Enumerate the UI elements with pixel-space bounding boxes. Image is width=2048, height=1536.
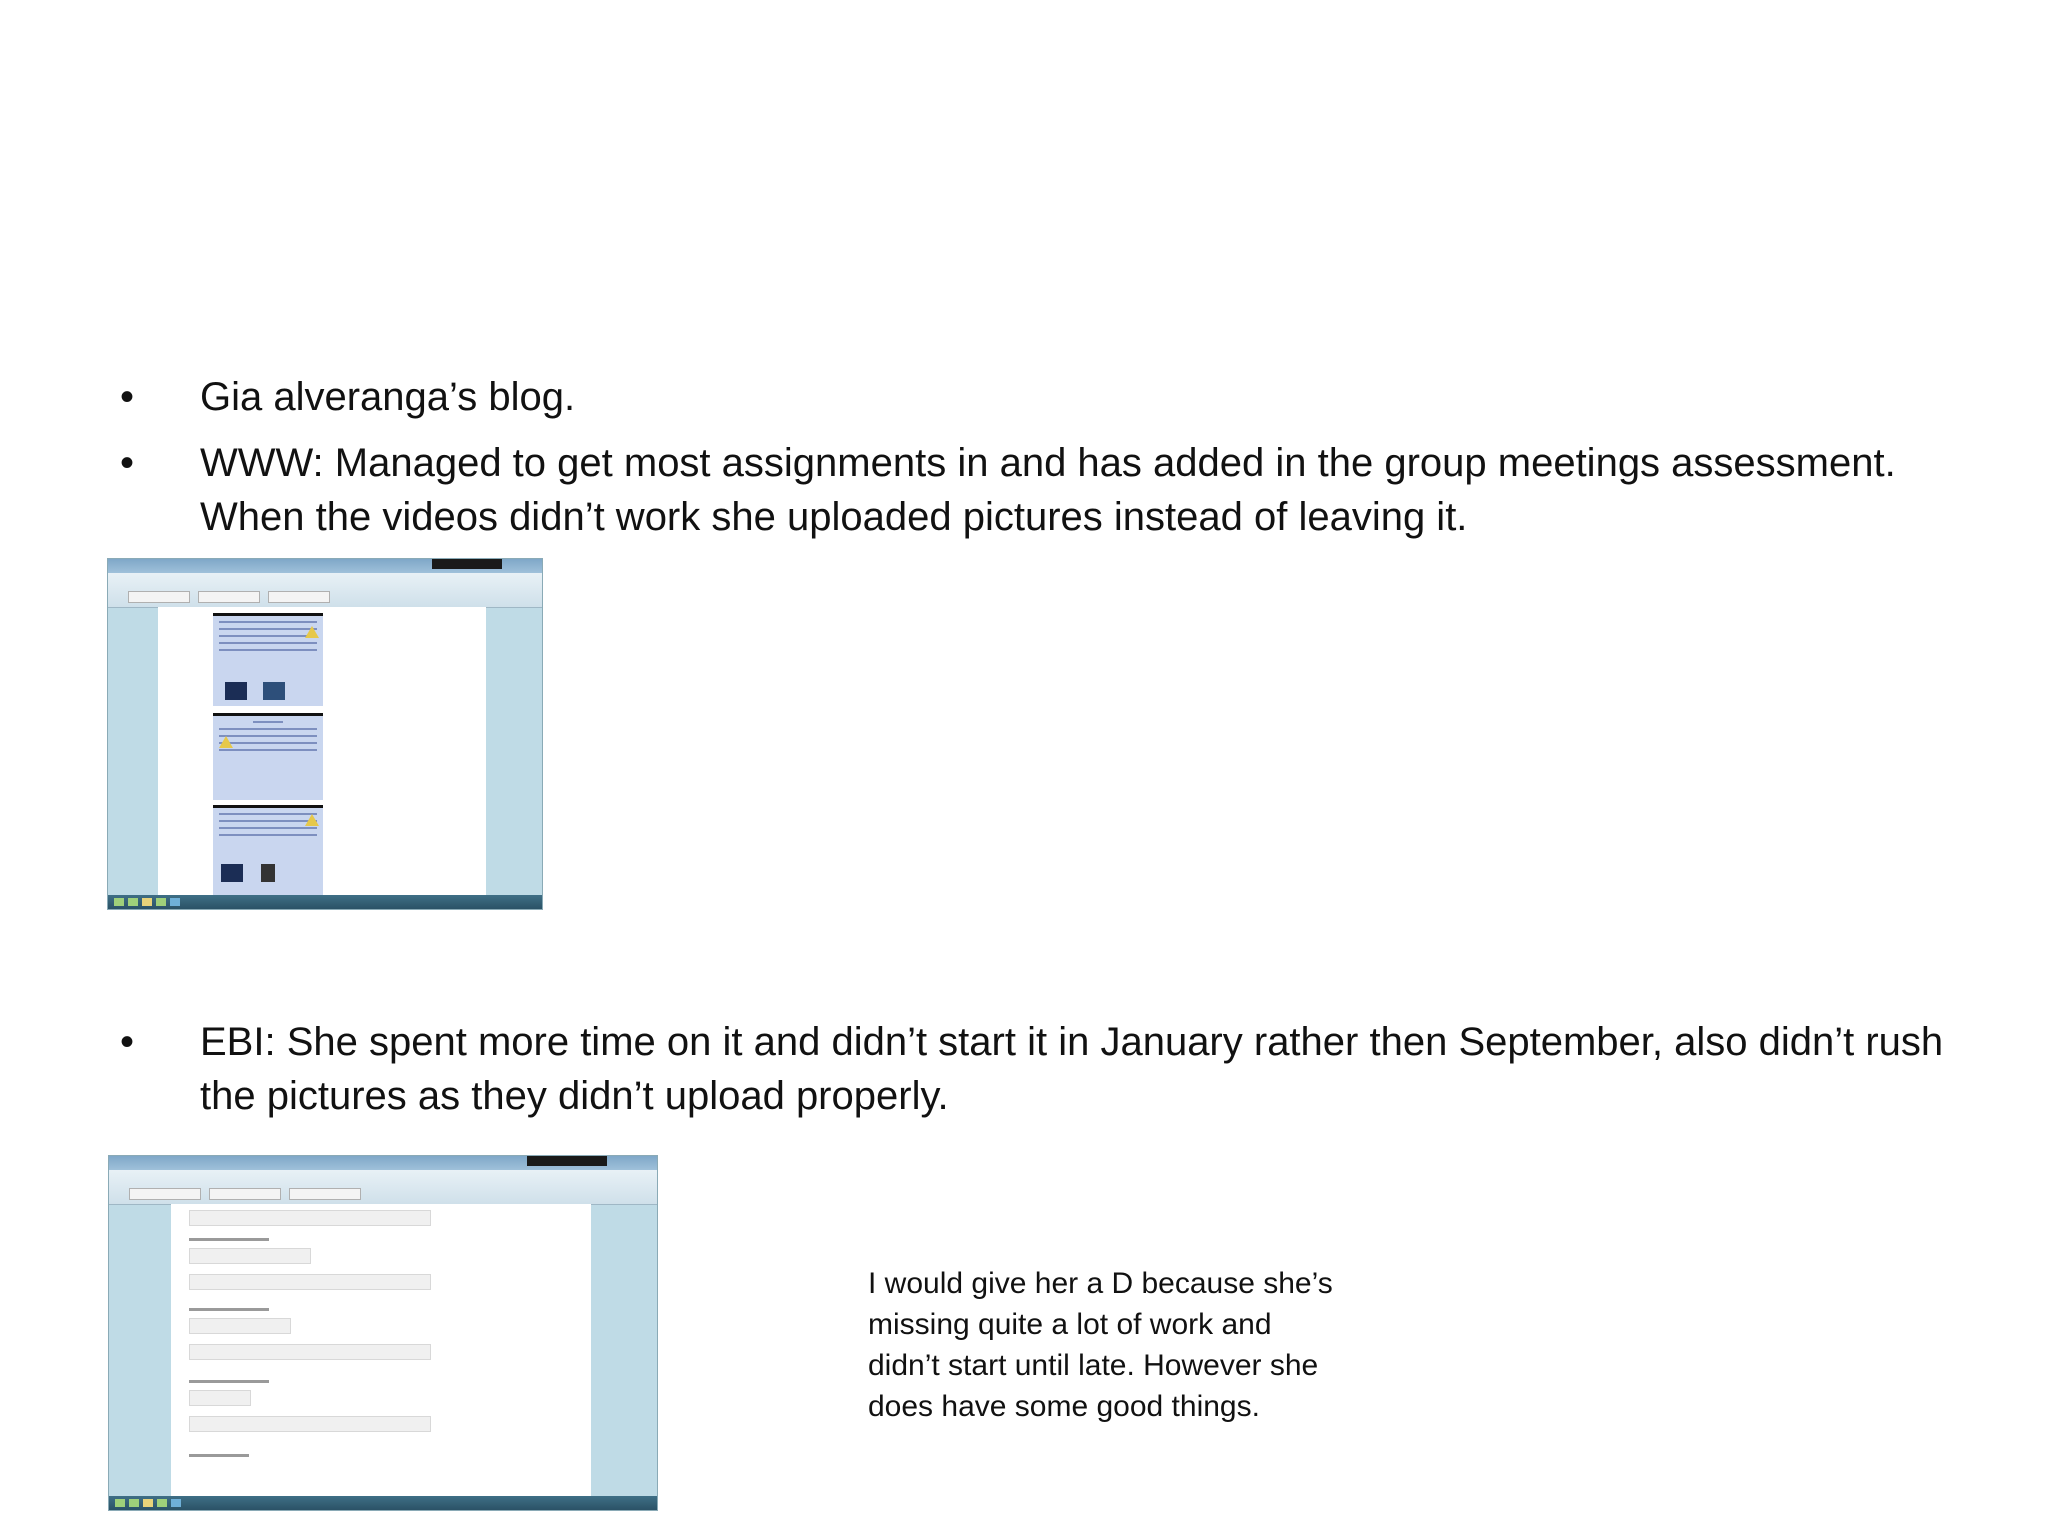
browser-toolbar	[109, 1170, 657, 1205]
grade-comment: I would give her a D because she’s missing quite a lot of work and didn’t start until late. However she does have some good things.	[868, 1267, 1333, 1423]
browser-titlebar	[108, 559, 542, 573]
blog-page	[158, 607, 486, 895]
browser-toolbar	[108, 573, 542, 608]
assessment-screenshot-image	[108, 1155, 658, 1511]
bullet-text: WWW: Managed to get most assignments in and has added in the group meetings assessment. When the videos didn’t work she uploaded pictures instead of leaving it.	[200, 441, 1896, 539]
windows-taskbar	[109, 1496, 657, 1510]
windows-taskbar	[108, 895, 542, 909]
bullet-item-blog-title	[0, 370, 1950, 430]
blog-screenshot-image	[107, 558, 543, 910]
bullet-dot: •	[120, 1020, 135, 1064]
bullet-dot: •	[120, 375, 135, 419]
bullet-dot: •	[120, 441, 135, 485]
bullet-item-ebi	[0, 1015, 1950, 1125]
bullet-text: EBI: She spent more time on it and didn’t start it in January rather then September, also didn’t rush the pictures as they didn’t upload properly.	[200, 1020, 1944, 1118]
bullet-item-www	[0, 436, 1950, 546]
assessment-page	[171, 1204, 591, 1496]
bullet-text: Gia alveranga’s blog.	[200, 375, 576, 419]
browser-titlebar	[109, 1156, 657, 1170]
